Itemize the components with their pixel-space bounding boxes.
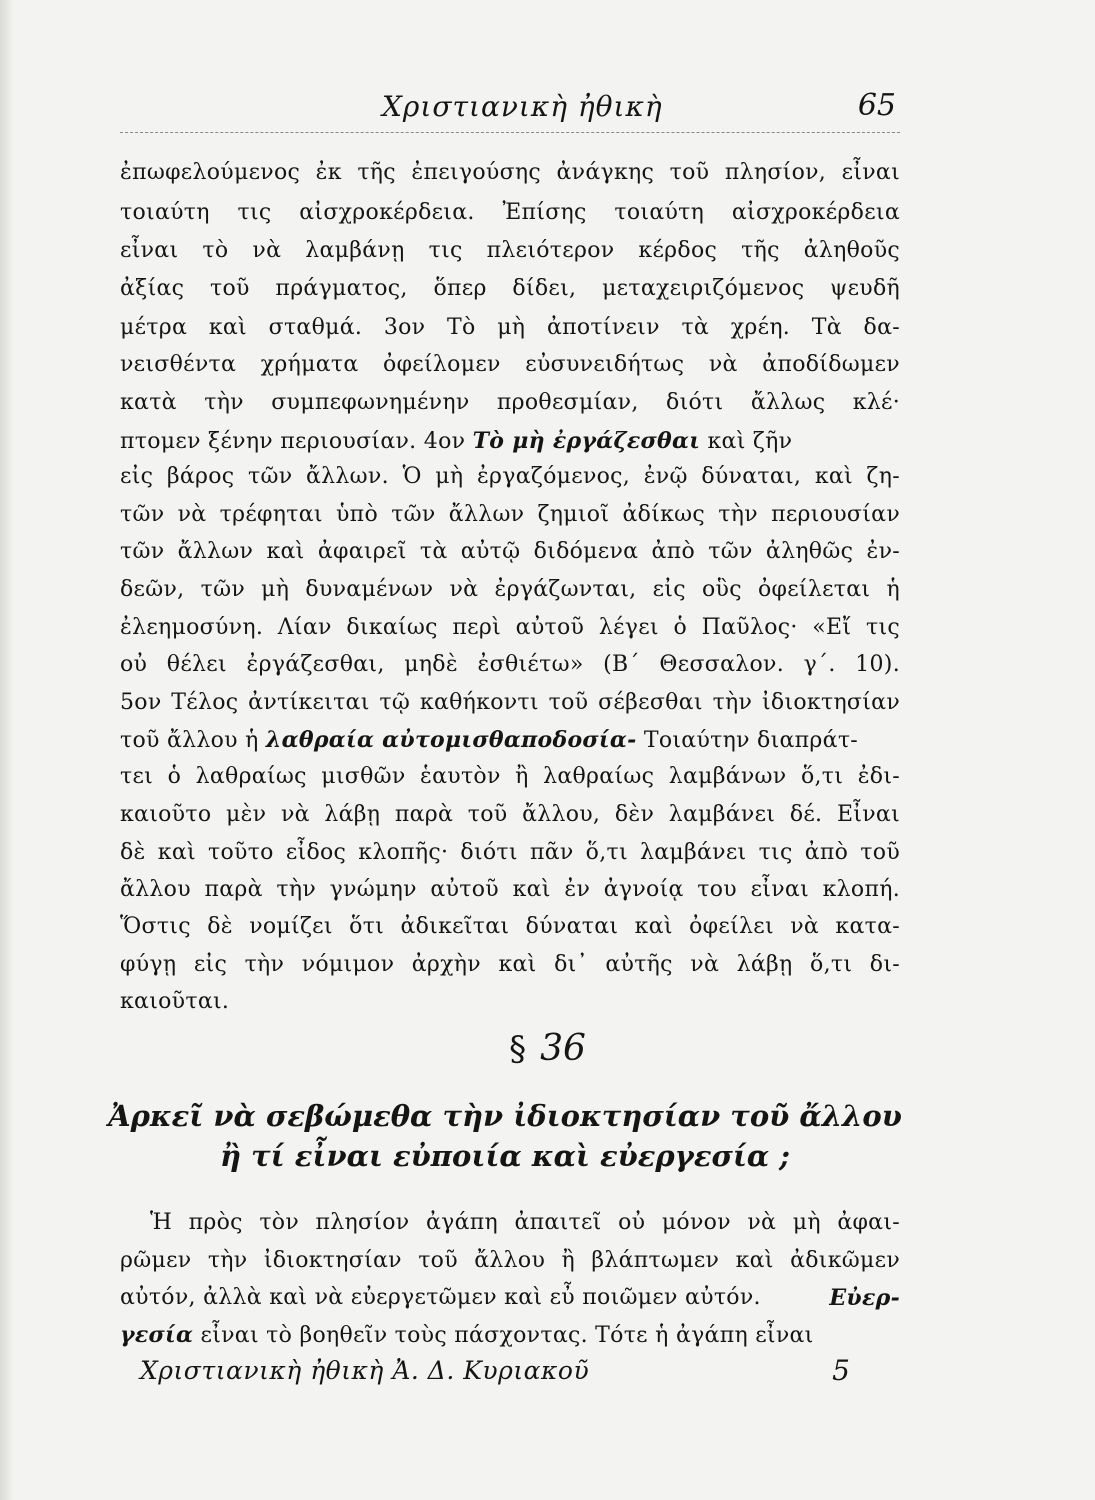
section-heading-line-1: Ἀρκεῖ νὰ σεβώμεθα τὴν ἰδιοκτησίαν τοῦ ἄλλου <box>108 1099 902 1133</box>
body-line: κατὰ τὴν συμπεφωνημένην προθεσμίαν, διότι ἄλλως κλέ· <box>120 390 900 415</box>
section-line-end: εἶναι τὸ βοηθεῖν τοὺς πάσχοντας. Τότε ἡ ἀγάπη εἶναι <box>200 1323 814 1348</box>
header-rule <box>120 132 900 133</box>
signature-mark: 5 <box>832 1354 850 1387</box>
body-line-with-emphasis <box>120 426 900 457</box>
running-title: Χριστιανικὴ ἠθικὴ <box>382 90 663 123</box>
body-line-end: Τοιαύτην διαπράτ- <box>643 728 859 753</box>
body-line: εἶναι τὸ νὰ λαμβάνῃ τις πλειότερον κέρδος τῆς ἀληθοῦς <box>120 238 900 263</box>
body-line: τει ὁ λαθραίως μισθῶν ἑαυτὸν ἢ λαθραίως λαμβάνων ὅ,τι ἐδι- <box>120 764 900 789</box>
body-line-end: καὶ ζῆν <box>707 429 793 454</box>
emphasis-beneficence-end: γεσία <box>120 1322 194 1348</box>
emphasis-idleness: Τὸ μὴ ἐργάζεσθαι <box>472 428 701 454</box>
body-line: ἄλλου παρὰ τὴν γνώμην αὐτοῦ καὶ ἐν ἀγνοίᾳ του εἶναι κλοπή. <box>120 877 900 902</box>
body-line-start: πτομεν ξένην περιουσίαν. 4ον <box>120 429 466 454</box>
body-line: εἰς βάρος τῶν ἄλλων. Ὁ μὴ ἐργαζόμενος, ἐνῷ δύναται, καὶ ζη- <box>120 464 900 489</box>
body-line: φύγῃ εἰς τὴν νόμιμον ἀρχὴν καὶ δι᾽ αὐτῆς νὰ λάβῃ ὅ,τι δι- <box>120 952 900 977</box>
body-line: δεῶν, τῶν μὴ δυναμένων νὰ ἐργάζωνται, εἰς οὓς ὀφείλεται ἡ <box>120 577 900 602</box>
section-heading-line-2: ἢ τί εἶναι εὐποιία καὶ εὐεργεσία ; <box>219 1139 790 1173</box>
body-line: καιοῦται. <box>120 989 230 1014</box>
body-line: τοιαύτη τις αἰσχροκέρδεια. Ἐπίσης τοιαύτη αἰσχροκέρδεια <box>120 200 900 225</box>
body-line-with-emphasis <box>120 725 900 756</box>
emphasis-beneficence: Εὐερ- <box>829 1285 900 1311</box>
section-line-with-emphasis <box>120 1320 900 1351</box>
body-line: νεισθέντα χρήματα ὀφείλομεν εὐσυνειδήτως νὰ ἀποδίδωμεν <box>120 352 900 377</box>
section-line-start: αὐτόν, ἀλλὰ καὶ νὰ εὐεργετῶμεν καὶ εὖ ποιῶμεν αὐτόν. <box>120 1285 761 1310</box>
body-line: οὐ θέλει ἐργάζεσθαι, μηδὲ ἐσθιέτω» (Β΄ Θεσσαλον. γ΄. 10). <box>120 652 900 677</box>
section-number-value: 36 <box>540 1028 586 1069</box>
section-number <box>0 1028 1095 1069</box>
body-line: ἐλεημοσύνη. Λίαν δικαίως περὶ αὐτοῦ λέγει ὁ Παῦλος· «Εἴ τις <box>120 615 900 640</box>
body-line: ἐπωφελούμενος ἐκ τῆς ἐπειγούσης ἀνάγκης τοῦ πλησίον, εἶναι <box>120 160 900 185</box>
section-symbol: § <box>509 1029 527 1069</box>
body-line-start: τοῦ ἄλλου ἡ <box>120 728 259 753</box>
section-line-with-emphasis <box>120 1283 900 1313</box>
emphasis-self-payment: λαθραία αὐτομισθαποδοσία- <box>265 727 637 753</box>
body-line: 5ον Τέλος ἀντίκειται τῷ καθήκοντι τοῦ σέβεσθαι τὴν ἰδιοκτησίαν <box>120 690 900 715</box>
body-line: τῶν νὰ τρέφηται ὑπὸ τῶν ἄλλων ζημιοῖ ἀδίκως τὴν περιουσίαν <box>120 502 900 527</box>
body-line: ἀξίας τοῦ πράγματος, ὅπερ δίδει, μεταχειριζόμενος ψευδῆ <box>120 276 900 301</box>
body-line: καιοῦτο μὲν νὰ λάβῃ παρὰ τοῦ ἄλλου, δὲν λαμβάνει δέ. Εἶναι <box>120 802 900 827</box>
body-line: μέτρα καὶ σταθμά. 3ον Τὸ μὴ ἀποτίνειν τὰ χρέη. Τὰ δα- <box>120 315 900 340</box>
section-line: ρῶμεν τὴν ἰδιοκτησίαν τοῦ ἄλλου ἢ βλάπτωμεν καὶ ἀδικῶμεν <box>120 1248 900 1273</box>
body-line: τῶν ἄλλων καὶ ἀφαιρεῖ τὰ αὐτῷ διδόμενα ἀπὸ τῶν ἀληθῶς ἐν- <box>120 539 900 564</box>
body-line: Ὅστις δὲ νομίζει ὅτι ἀδικεῖται δύναται καὶ ὀφείλει νὰ κατα- <box>120 914 900 939</box>
page-number: 65 <box>857 88 896 123</box>
section-line: Ἡ πρὸς τὸν πλησίον ἀγάπη ἀπαιτεῖ οὐ μόνον νὰ μὴ ἀφαι- <box>150 1210 900 1235</box>
page-header <box>120 86 900 126</box>
footer-book-title: Χριστιανικὴ ἠθικὴ Ἀ. Δ. Κυριακοῦ <box>140 1356 590 1385</box>
body-line: δὲ καὶ τοῦτο εἶδος κλοπῆς· διότι πᾶν ὅ,τι λαμβάνει τις ἀπὸ τοῦ <box>120 840 900 865</box>
